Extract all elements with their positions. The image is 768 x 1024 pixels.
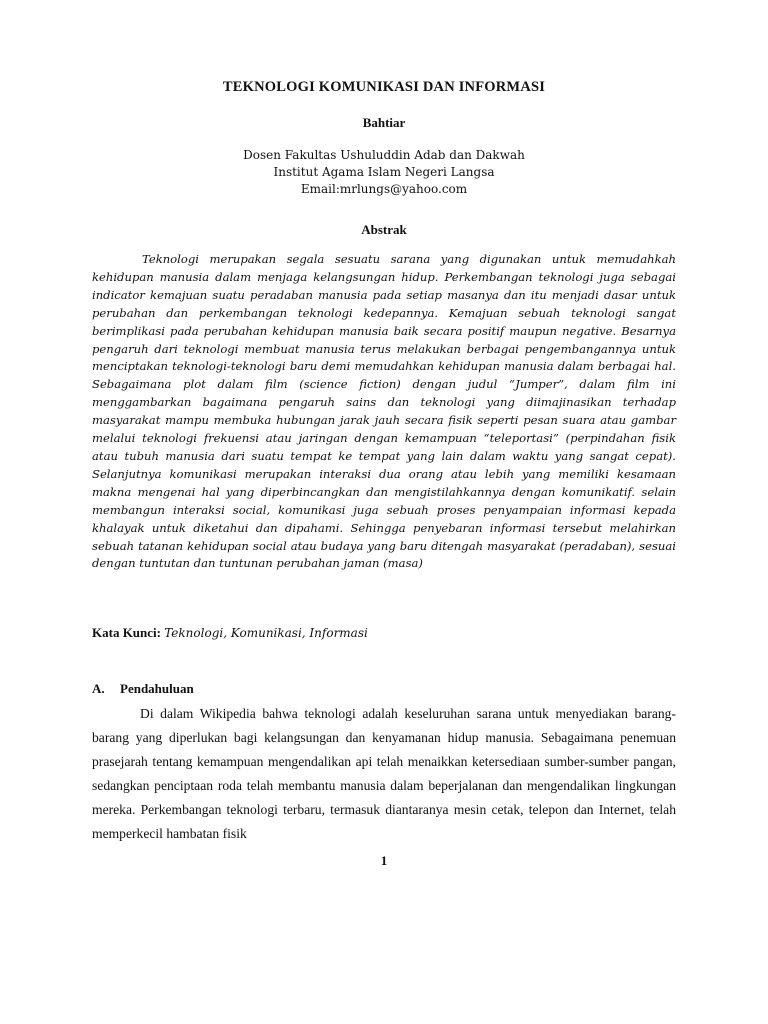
keywords-label: Kata Kunci: (92, 625, 161, 640)
author-name: Bahtiar (362, 115, 406, 130)
section-title: Pendahuluan (120, 681, 194, 696)
affiliation-institute: Institut Agama Islam Negeri Langsa (273, 165, 495, 179)
affiliation-faculty: Dosen Fakultas Ushuluddin Adab dan Dakwah (243, 148, 525, 162)
abstract-text: Teknologi merupakan segala sesuatu sarana yang digunakan untuk memudahkah kehidupan manusia dalam menjaga kelangsungan hidup. Perkembangan teknologi juga sebagai indicator kemajuan suatu peradaban manusia pada setiap masanya dan itu menjadi dasar untuk perubahan dan perkembangan teknologi kedepannya. Kemajuan sebuah teknologi sangat berimplikasi pada perubahan kehidupan manusia baik secara positif maupun negative. Besarnya pengaruh dari teknologi membuat manusia terus melakukan berbagai pengembangannya untuk menciptakan teknologi-teknologi baru demi memudahkan kehidupan manusia dalam berbagai hal. Sebagaimana plot dalam film (science fiction) dengan judul “Jumper”, dalam film ini menggambarkan bagaimana pengaruh sains dan teknologi yang diimajinasikan terhadap masyarakat mampu membuka hubungan jarak jauh secara fisik seperti pesan suara atau gambar melalui teknologi frekuensi atau jaringan dengan kemampuan “teleportasi” (perpindahan fisik atau tubuh manusia dari suatu tempat ke tempat yang lain dalam waktu yang sangat cepat). Selanjutnya komunikasi merupakan interaksi dua orang atau lebih yang memiliki kesamaan makna mengenai hal yang diperbincangkan dan mengistilahkannya dengan komunikatif. selain membangun interaksi social, komunikasi juga sebuah proses penyampaian informasi kepada khalayak untuk diketahui dan dipahami. Sehingga penyebaran informasi tersebut melahirkan sebuah tatanan kehidupan social atau budaya yang baru ditengah masyarakat (peradaban), sesuai dengan tuntutan dan tuntunan perubahan jaman (masa) (92, 252, 676, 571)
page-number: 1 (380, 853, 388, 868)
abstract-heading: Abstrak (361, 222, 407, 237)
keywords-line (92, 625, 676, 641)
keywords-values: Teknologi, Komunikasi, Informasi (164, 626, 368, 640)
affiliation-email: Email:mrlungs@yahoo.com (300, 182, 468, 196)
paper-title: TEKNOLOGI KOMUNIKASI DAN INFORMASI (222, 79, 546, 95)
section-number: A. (92, 681, 105, 696)
body-paragraph: Di dalam Wikipedia bahwa teknologi adalah keseluruhan sarana untuk menyediakan barang-barang yang diperlukan bagi kelangsungan dan kenyamanan hidup manusia. Sebagaimana penemuan prasejarah tentang kemampuan mengendalikan api telah menaikkan ketersediaan sumber-sumber pangan, sedangkan penciptaan roda telah membantu manusia dalam beperjalanan dan mengendalikan lingkungan mereka. Perkembangan teknologi terbaru, termasuk diantaranya mesin cetak, telepon dan Internet, telah memperkecil hambatan fisik (92, 706, 676, 841)
section-heading (92, 681, 676, 697)
